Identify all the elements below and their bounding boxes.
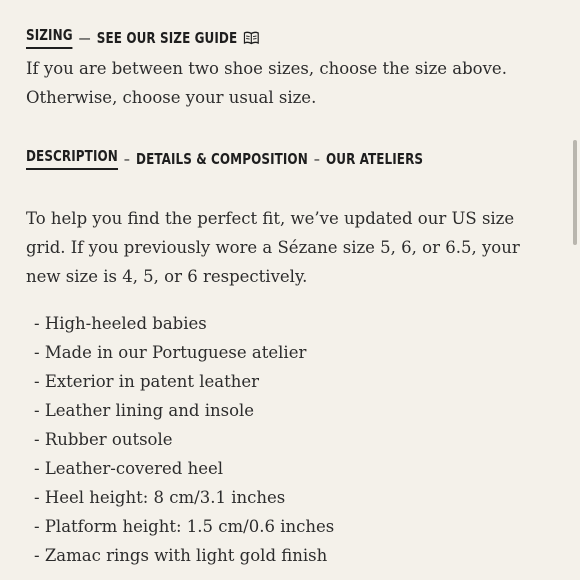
tab-separator: – — [313, 149, 320, 168]
feature-list — [34, 309, 334, 570]
book-icon[interactable] — [243, 31, 258, 45]
list-item: - Rubber outsole — [34, 430, 173, 449]
list-item: - Leather-covered heel — [34, 459, 224, 478]
tab-description[interactable]: DESCRIPTION — [26, 147, 118, 170]
tab-details-composition[interactable]: DETAILS & COMPOSITION — [136, 149, 308, 168]
sizing-text-line-2: Otherwise, choose your usual size. — [26, 88, 317, 107]
scrollbar[interactable] — [573, 140, 577, 245]
list-item: - Exterior in patent leather — [34, 372, 260, 391]
list-item: - High-heeled babies — [34, 314, 207, 333]
description-text-line-1: To help you find the perfect fit, we’ve updated our US size — [26, 209, 515, 228]
list-item: - Platform height: 1.5 cm/0.6 inches — [34, 517, 335, 536]
list-item: - Made in our Portuguese atelier — [34, 343, 307, 362]
sizing-text-line-1: If you are between two shoe sizes, choose the size above. — [26, 59, 507, 78]
list-item: - Leather lining and insole — [34, 401, 255, 420]
list-item: - Zamac rings with light gold finish — [34, 546, 328, 565]
description-tabs — [26, 147, 423, 170]
tab-separator: – — [123, 149, 131, 168]
heading-separator: — — [78, 28, 91, 47]
sizing-tab[interactable]: SIZING — [26, 26, 73, 49]
list-item: - Heel height: 8 cm/3.1 inches — [34, 488, 286, 507]
description-text-line-2: grid. If you previously wore a Sézane size 5, 6, or 6.5, your — [26, 238, 520, 257]
description-text-line-3: new size is 4, 5, or 6 respectively. — [26, 267, 308, 286]
size-guide-link[interactable]: SEE OUR SIZE GUIDE — [96, 28, 238, 47]
tab-our-ateliers[interactable]: OUR ATELIERS — [325, 149, 424, 168]
sizing-heading — [26, 26, 259, 49]
